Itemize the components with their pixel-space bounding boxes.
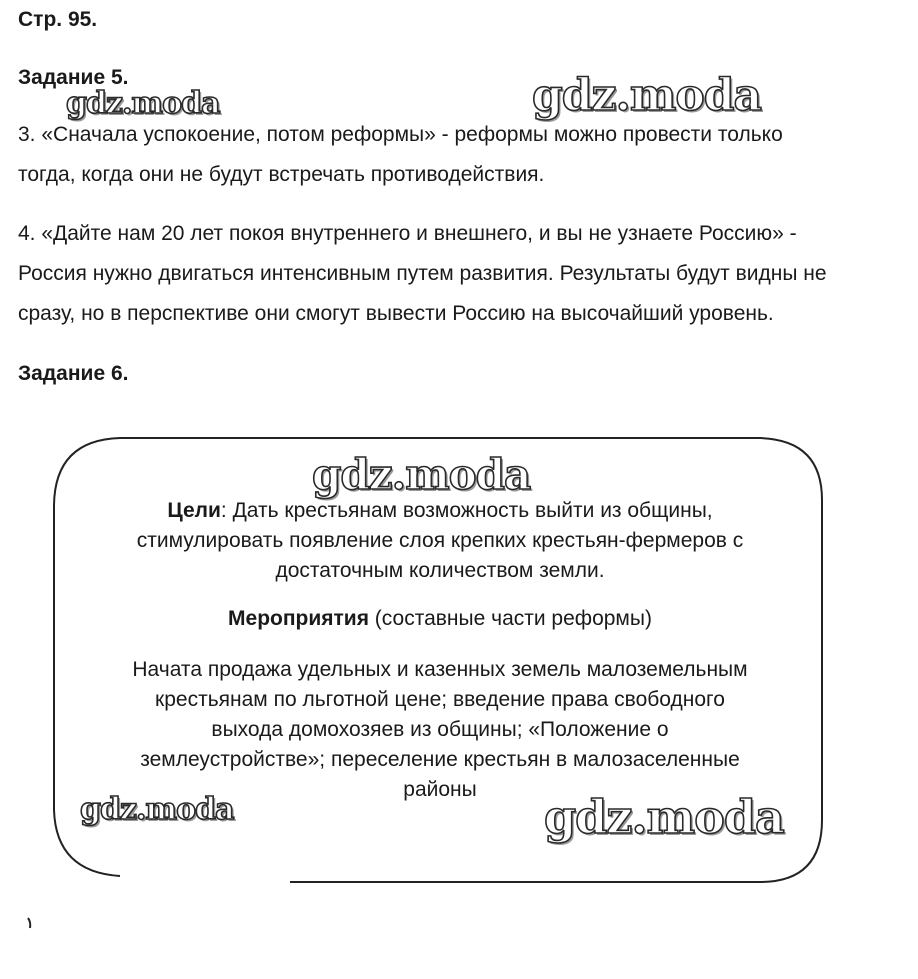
page-title: Стр. 95. <box>18 8 98 31</box>
watermark: gdz.moda <box>312 450 531 499</box>
watermark: gdz.moda <box>532 70 762 121</box>
measures-label: Мероприятия <box>228 607 369 630</box>
task5-item4-line1: 4. «Дайте нам 20 лет покоя внутреннего и внешнего, и вы не узнаете Россию» - <box>18 222 797 245</box>
stray-mark <box>28 918 30 928</box>
goals-block <box>60 496 820 586</box>
goals-text: : Дать крестьянам возможность выйти из общины, <box>220 499 713 522</box>
measures-line: Начата продажа удельных и казенных земель малоземельным <box>132 658 748 681</box>
measures-heading <box>60 604 820 634</box>
goals-line1 <box>60 496 820 526</box>
measures-line: крестьянам по льготной цене; введение права свободного <box>155 688 725 711</box>
measures-suffix: (составные части реформы) <box>368 607 652 630</box>
task5-item3-line2: тогда, когда они не будут встречать противодействия. <box>18 163 545 186</box>
goals-line3: достаточным количеством земли. <box>275 559 605 582</box>
measures-line: землеустройстве»; переселение крестьян в малозаселенные <box>140 748 740 771</box>
watermark: gdz.moda <box>66 86 220 121</box>
goals-label: Цели <box>167 499 221 522</box>
measures-line: выхода домохозяев из общины; «Положение о <box>211 718 669 741</box>
task5-item4-line2: Россия нужно двигаться интенсивным путем развития. Результаты будут видны не <box>18 262 827 285</box>
task5-heading: Задание 5. <box>18 66 129 89</box>
watermark: gdz.moda <box>80 792 234 827</box>
task5-item4-line3: сразу, но в перспективе они смогут вывести Россию на высочайший уровень. <box>18 302 774 325</box>
measures-line: районы <box>403 778 477 801</box>
watermark: gdz.moda <box>544 790 784 844</box>
task5-item3-line1: 3. «Сначала успокоение, потом реформы» - реформы можно провести только <box>18 123 783 146</box>
task6-heading: Задание 6. <box>18 362 129 385</box>
goals-line2: стимулировать появление слоя крепких крестьян-фермеров с <box>136 529 744 552</box>
measures-text <box>60 655 820 805</box>
